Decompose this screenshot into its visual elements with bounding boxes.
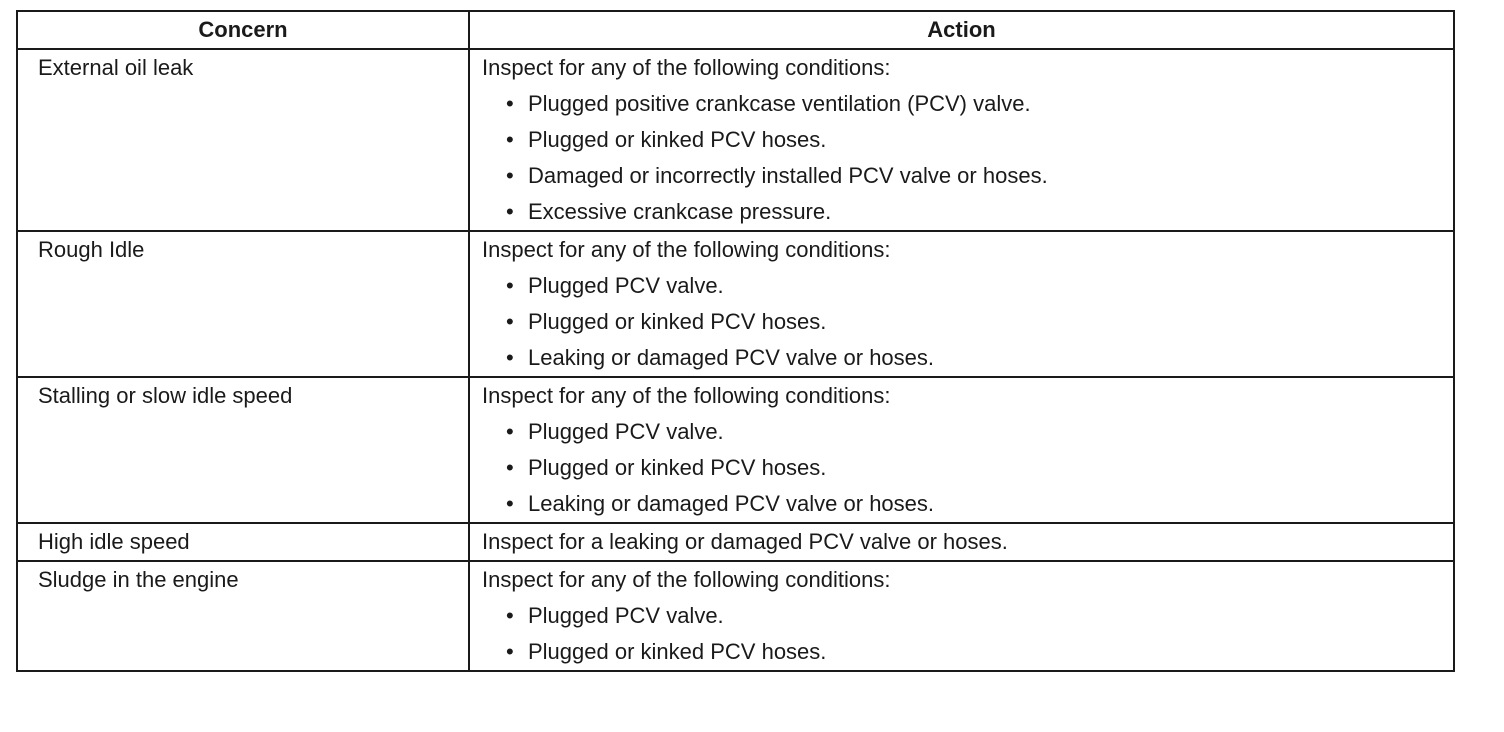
- table-row: [17, 49, 1454, 231]
- table-row: [17, 561, 1454, 671]
- condition-list: [482, 598, 1443, 670]
- condition-item: • Plugged positive crankcase ventilation (PCV) valve.: [506, 86, 1443, 122]
- action-intro: Inspect for any of the following conditions:: [482, 383, 891, 408]
- concern-cell: External oil leak: [17, 49, 469, 231]
- condition-item: • Leaking or damaged PCV valve or hoses.: [506, 486, 1443, 522]
- condition-item: • Plugged or kinked PCV hoses.: [506, 304, 1443, 340]
- condition-list: [482, 268, 1443, 376]
- action-cell: [469, 377, 1454, 523]
- table-row: [17, 523, 1454, 561]
- action-cell: [469, 231, 1454, 377]
- condition-item: • Plugged or kinked PCV hoses.: [506, 122, 1443, 158]
- action-cell: [469, 523, 1454, 561]
- condition-list: [482, 86, 1443, 230]
- header-concern: Concern: [17, 11, 469, 49]
- condition-list: [482, 414, 1443, 522]
- action-intro: Inspect for any of the following conditions:: [482, 55, 891, 80]
- table-row: [17, 377, 1454, 523]
- concern-cell: Sludge in the engine: [17, 561, 469, 671]
- condition-item: • Plugged PCV valve.: [506, 414, 1443, 450]
- condition-item: • Plugged or kinked PCV hoses.: [506, 634, 1443, 670]
- action-intro: Inspect for a leaking or damaged PCV valve or hoses.: [482, 529, 1008, 554]
- condition-item: • Plugged PCV valve.: [506, 598, 1443, 634]
- concern-cell: High idle speed: [17, 523, 469, 561]
- table-row: [17, 231, 1454, 377]
- condition-item: • Plugged or kinked PCV hoses.: [506, 450, 1443, 486]
- concern-cell: Stalling or slow idle speed: [17, 377, 469, 523]
- header-row: [17, 11, 1454, 49]
- action-cell: [469, 49, 1454, 231]
- action-intro: Inspect for any of the following conditions:: [482, 237, 891, 262]
- concern-cell: Rough Idle: [17, 231, 469, 377]
- diagnostic-table-container: [16, 10, 1453, 672]
- diagnostic-table: [16, 10, 1455, 672]
- action-intro: Inspect for any of the following conditions:: [482, 567, 891, 592]
- action-cell: [469, 561, 1454, 671]
- condition-item: • Damaged or incorrectly installed PCV valve or hoses.: [506, 158, 1443, 194]
- condition-item: • Plugged PCV valve.: [506, 268, 1443, 304]
- condition-item: • Excessive crankcase pressure.: [506, 194, 1443, 230]
- header-action: Action: [469, 11, 1454, 49]
- condition-item: • Leaking or damaged PCV valve or hoses.: [506, 340, 1443, 376]
